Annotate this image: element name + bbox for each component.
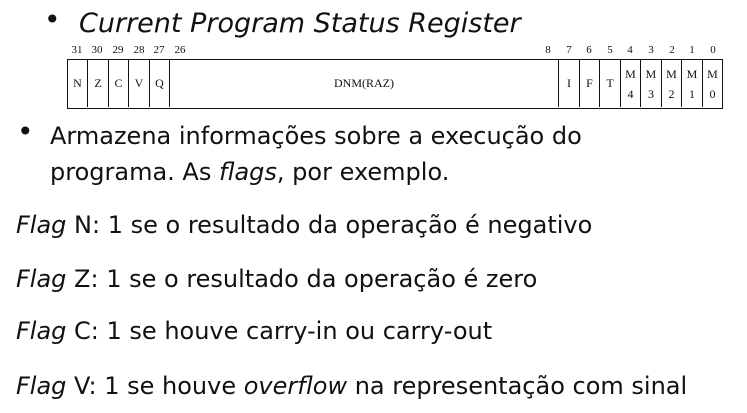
mode-bit-index: 3 [648,86,654,101]
flag-text: V: 1 se houve [66,372,244,400]
flag-text: na representação com sinal [347,372,688,400]
bit-number: 26 [174,44,186,56]
register-field-q: Q [150,60,170,107]
register-field-i: I [559,60,580,107]
register-field-f: F [580,60,600,107]
slide-title: Current Program Status Register [79,8,521,39]
mode-bit-index: 2 [668,86,675,101]
register-field-dnm: DNM(RAZ) [170,60,559,107]
flag-c-line [16,316,492,346]
bit-number: 30 [91,44,103,56]
register-field-m3 [641,60,662,107]
mode-bit-letter: M [625,66,636,81]
description-line: Armazena informações sobre a execução do [50,122,582,150]
cpsr-register-diagram [67,59,723,109]
bit-number: 31 [71,44,83,56]
register-field-c: C [109,60,129,107]
flag-prefix: Flag [16,211,67,239]
register-field-t: T [600,60,621,107]
bit-number: 4 [627,44,633,56]
bit-number-row [0,44,747,58]
register-field-z: Z [88,60,109,107]
bit-number: 3 [648,44,654,56]
bit-number: 27 [153,44,165,56]
bit-number: 28 [133,44,145,56]
bullet-icon: • [44,3,61,36]
register-field-m4 [621,60,641,107]
mode-bit-letter: M [666,66,677,81]
mode-bit-letter: M [686,66,698,81]
bit-number: 8 [545,44,551,56]
mode-bit-letter: M [707,66,718,81]
flag-v-line [16,371,687,401]
register-field-m2 [662,60,682,107]
flag-text: C: 1 se houve carry-in ou carry-out [66,317,493,345]
flag-prefix: Flag [16,317,67,345]
mode-bit-letter: M [645,66,657,81]
flag-z-line [16,264,537,294]
bit-number: 29 [112,44,124,56]
bit-number: 1 [689,44,695,56]
flag-text-italic: overflow [243,372,348,400]
flag-text: N: 1 se o resultado da operação é negativo [66,211,593,239]
flag-prefix: Flag [16,372,67,400]
bit-number: 6 [586,44,592,56]
bit-number: 2 [669,44,675,56]
register-field-m0 [703,60,722,107]
flag-prefix: Flag [16,265,67,293]
register-field-m1 [682,60,703,107]
bit-number: 5 [607,44,613,56]
register-field-v: V [129,60,150,107]
mode-bit-index: 0 [709,86,716,101]
description-paragraph [50,118,740,190]
register-field-n: N [68,60,88,107]
mode-bit-index: 1 [689,86,695,101]
mode-bit-index: 4 [627,86,634,101]
bit-number: 7 [566,44,572,56]
bit-number: 0 [710,44,716,56]
flag-text: Z: 1 se o resultado da operação é zero [66,265,538,293]
flag-n-line [16,210,592,240]
description-line: programa. As flags, por exemplo. [50,158,450,186]
bullet-icon: • [17,115,34,148]
